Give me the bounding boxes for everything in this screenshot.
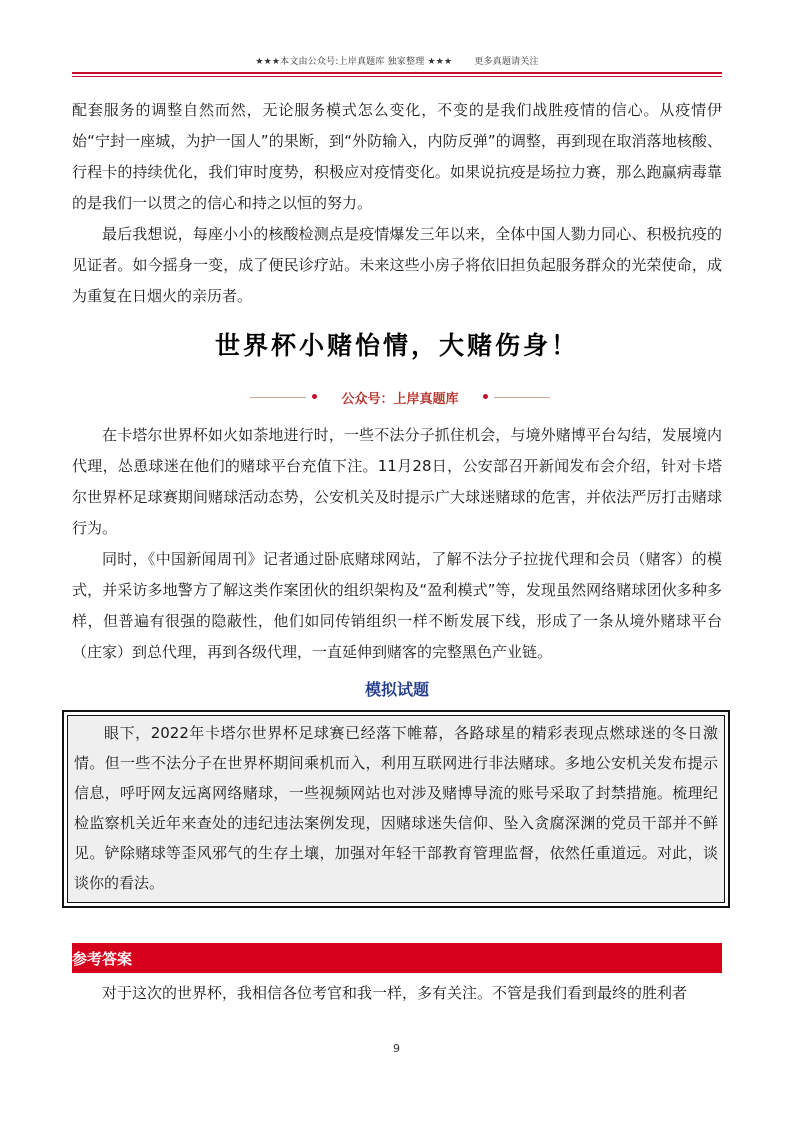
- article-paragraph: 同时，《中国新闻周刊》记者通过卧底赌球网站，了解不法分子拉拢代理和会员（赌客）的模式，并采访多地警方了解这类作案团伙的组织架构及“盈利模式”等，发现虽然网络赌球团伙多种多样，但普遍有很强的隐蔽性，他们如同传销组织一样不断发展下线，形成了一条从境外赌球平台（庄家）到总代理，再到各级代理，一直延伸到赌客的完整黑色产业链。: [72, 550, 722, 661]
- answer-first-line: 对于这次的世界杯，我相信各位考官和我一样，多有关注。不管是我们看到最终的胜利者: [102, 984, 688, 1002]
- paragraph-closing: 最后我想说，每座小小的核酸检测点是疫情爆发三年以来，全体中国人勠力同心、积极抗疫的见证者。如今摇身一变，成了便民诊疗站。未来这些小房子将依旧担负起服务群众的光荣使命，成为重复在日烟火的亲历者。: [72, 225, 722, 305]
- mock-question-title: 模拟试题: [364, 680, 429, 699]
- question-box: [62, 710, 730, 908]
- answer-header-bar: [72, 943, 722, 973]
- answer-label: 参考答案: [72, 950, 133, 968]
- article-title: 世界杯小赌怡情，大赌伤身！: [214, 331, 579, 360]
- header-rule: [72, 72, 722, 74]
- header-right-text: 更多真题请关注: [474, 57, 539, 67]
- source-line-right-dot: [483, 394, 488, 399]
- header-left-text: ★★★本文由公众号:上岸真题库 独家整理 ★★★: [255, 57, 453, 67]
- page-number: 9: [393, 1042, 400, 1055]
- page-header: [72, 54, 722, 67]
- header-rule-thin: [72, 76, 722, 77]
- source-label: 公众号：上岸真题库: [341, 392, 459, 407]
- question-text: 眼下，2022年卡塔尔世界杯足球赛已经落下帷幕，各路球星的精彩表现点燃球迷的冬日激情。但一些不法分子在世界杯期间乘机而入，利用互联网进行非法赌球。多地公安机关发布提示信息，呼吁网友远离网络赌球，一些视频网站也对涉及赌博导流的账号采取了封禁措施。梳理纪检监察机关近年来查处的违纪违法案例发现，因赌球迷失信仰、坠入贪腐深渊的党员干部并不鲜见。铲除赌球等歪风邪气的生存土壤，加强对年轻干部教育管理监督，依然任重道远。对此，谈谈你的看法。: [74, 724, 718, 892]
- source-line-right-rule: [494, 397, 550, 398]
- paragraph-continuation: 配套服务的调整自然而然，无论服务模式怎么变化，不变的是我们战胜疫情的信心。从疫情伊始“宁封一座城，为护一国人”的果断，到“外防输入，内防反弹”的调整，再到现在取消落地核酸、行程卡的持续优化，我们审时度势，积极应对疫情变化。如果说抗疫是场拉力赛，那么跑赢病毒靠的是我们一以贯之的信心和持之以恒的努力。: [72, 101, 722, 212]
- article-paragraph: 在卡塔尔世界杯如火如荼地进行时，一些不法分子抓住机会，与境外赌博平台勾结，发展境内代理，怂恿球迷在他们的赌球平台充值下注。11月28日，公安部召开新闻发布会介绍，针对卡塔尔世界杯足球赛期间赌球活动态势，公安机关及时提示广大球迷赌球的危害，并依法严厉打击赌球行为。: [72, 426, 722, 537]
- source-line: [250, 388, 550, 408]
